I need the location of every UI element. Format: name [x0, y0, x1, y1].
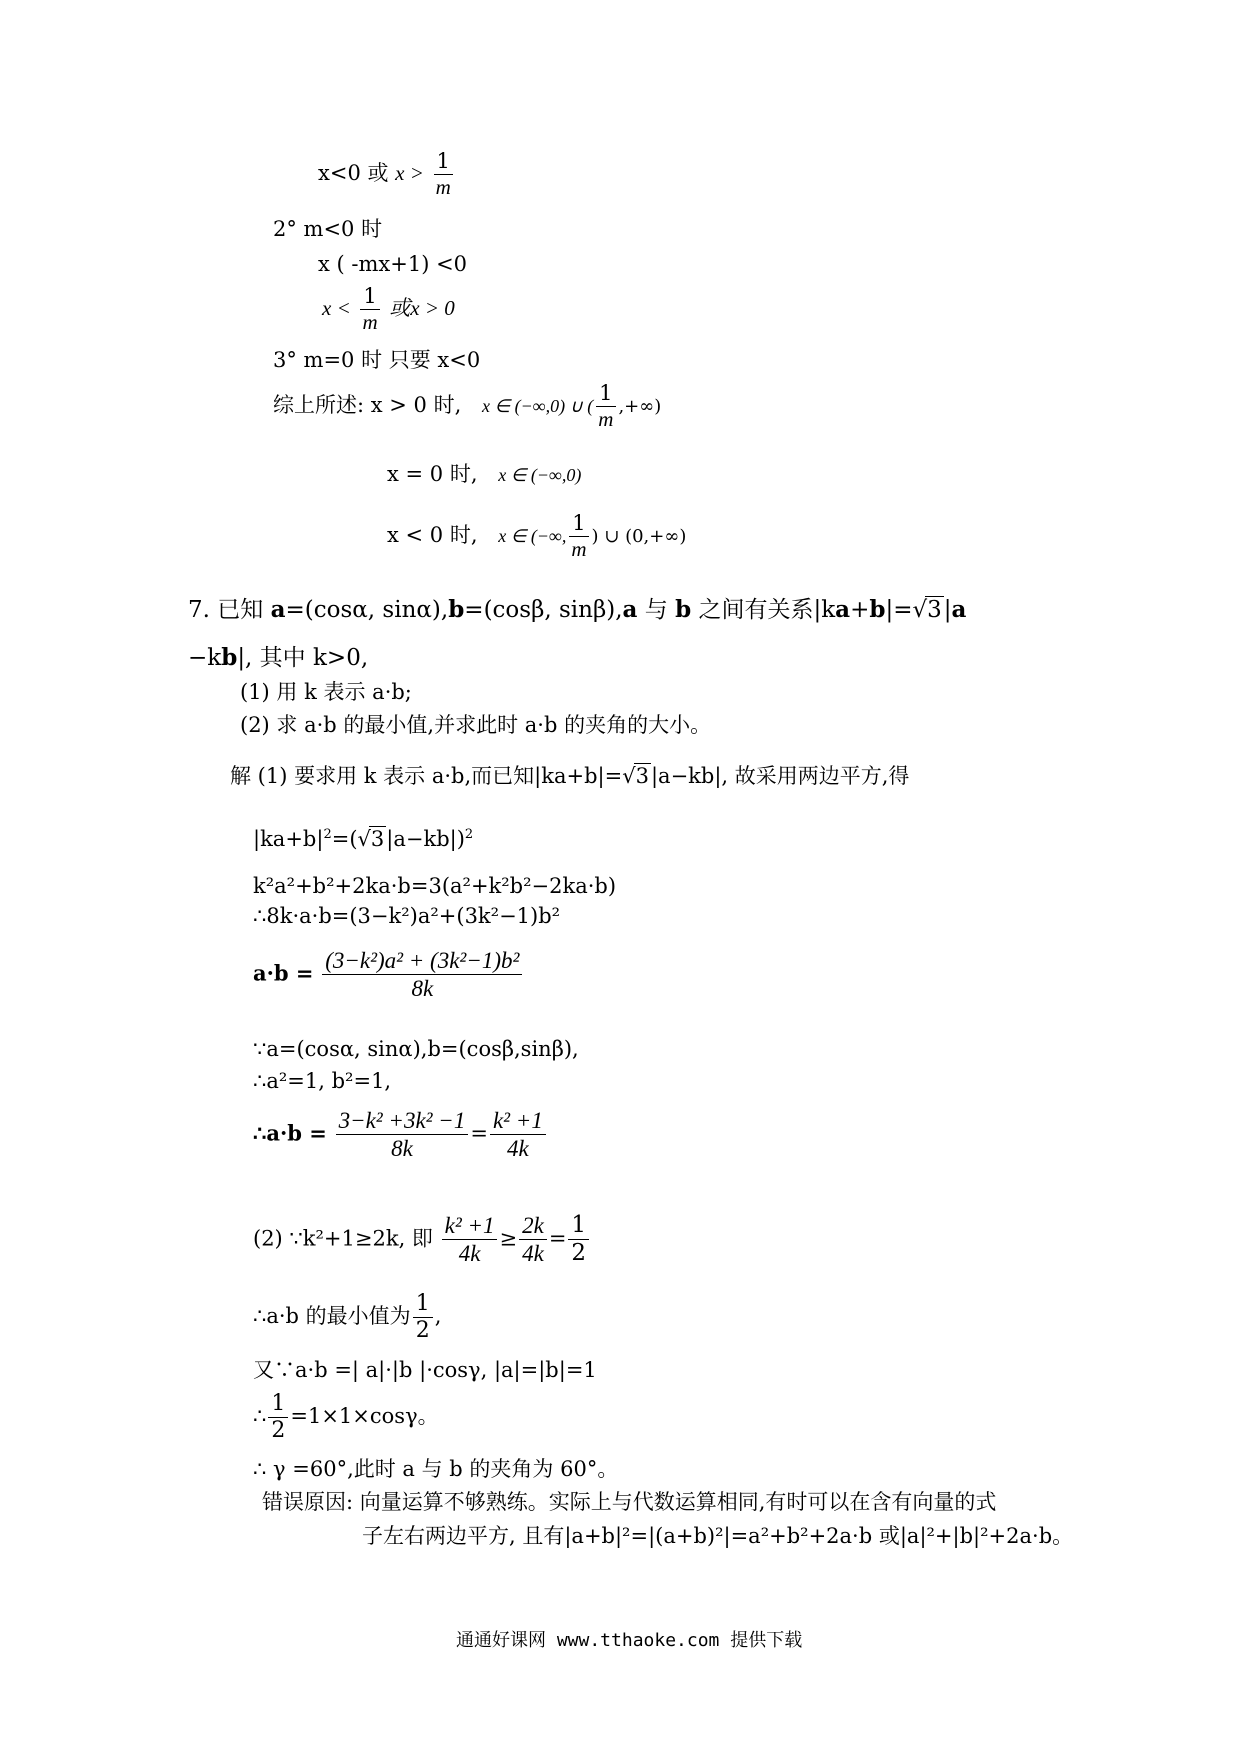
- step-5: ∵a=(cosα, sinα),b=(cosβ,sinβ),: [253, 1037, 579, 1061]
- step-3: ∴8k·a·b=(3−k²)a²+(3k²−1)b²: [253, 904, 561, 928]
- step-9: ∴a·b 的最小值为 $\frac{1}{2}$ ,: [253, 1291, 442, 1344]
- fraction: $\frac{1}{2}$: [413, 1292, 433, 1343]
- case2-heading: 2° m<0 时: [273, 217, 383, 241]
- case1-result: x<0 或 x > $\frac{1}{m}$: [318, 150, 456, 199]
- case2-result: x < $\frac{1}{m}$ 或x > 0: [322, 284, 455, 335]
- step-6: ∴a²=1, b²=1,: [253, 1069, 392, 1093]
- summary-line-1: 综上所述: x > 0 时, x ∈ (−∞,0) ∪ ( $\frac{1}{m}$ ,+∞): [273, 381, 662, 432]
- fraction: $\frac{1}{m}$: [568, 512, 589, 561]
- fraction: $\frac{\text{3−k² +3k² −1}}{8k}$: [336, 1108, 469, 1162]
- solution-intro: 解 (1) 要求用 k 表示 a·b,而已知|ka+b|=√3|a−kb|, 故采用两边平方,得: [230, 764, 910, 788]
- page-footer: 通通好课网 www.tthaoke.com 提供下载: [456, 1630, 803, 1651]
- step-4: a·b = $\frac{\text{(3−k²)a² + (3k²−1)b²}}{8k}$: [253, 948, 524, 1002]
- step-2: k²a²+b²+2ka·b=3(a²+k²b²−2ka·b): [253, 874, 617, 898]
- summary-line-2: x = 0 时, x ∈ (−∞,0): [387, 462, 582, 486]
- error-reason-line-1: 错误原因: 向量运算不够熟练。实际上与代数运算相同,有时可以在含有向量的式: [262, 1490, 997, 1514]
- question-2: (2) 求 a·b 的最小值,并求此时 a·b 的夹角的大小。: [240, 713, 712, 737]
- step-10: 又∵a·b =| a|·|b |·cosγ, |a|=|b|=1: [253, 1358, 597, 1382]
- case2-inequality: x ( -mx+1) <0: [318, 252, 468, 276]
- step-7: ∴a·b = $\frac{\text{3−k² +3k² −1}}{8k}$ = $\frac{\text{k² +1}}{4k}$: [253, 1108, 548, 1162]
- fraction: $\frac{\text{k² +1}}{4k}$: [442, 1213, 498, 1267]
- summary-line-3: x < 0 时, x ∈ (−∞, $\frac{1}{m}$ ) ∪ (0,+∞): [387, 511, 687, 562]
- case3-line: 3° m=0 时 只要 x<0: [273, 348, 481, 372]
- step-8: (2) ∵k²+1≥2k, 即 $\frac{\text{k² +1}}{4k}$ ≥ $\frac{2k}{4k}$ = $\frac{1}{2}$: [253, 1213, 591, 1267]
- step-11: ∴ $\frac{1}{2}$ =1×1×cosγ。: [253, 1391, 439, 1444]
- fraction: $\frac{\text{k² +1}}{4k}$: [490, 1108, 546, 1162]
- question-1: (1) 用 k 表示 a·b;: [240, 680, 412, 704]
- fraction: $\frac{\text{(3−k²)a² + (3k²−1)b²}}{8k}$: [322, 948, 522, 1002]
- fraction: $\frac{1}{2}$: [268, 1392, 288, 1443]
- step-12: ∴ γ =60°,此时 a 与 b 的夹角为 60°。: [253, 1457, 619, 1481]
- step-1: $|ka+b|^2=(√3|a-kb|)^2$: [253, 827, 474, 851]
- fraction: $\frac{1}{2}$: [568, 1213, 589, 1267]
- fraction: $\frac{2k}{4k}$: [519, 1213, 547, 1267]
- fraction: $\frac{1}{m}$: [595, 382, 616, 431]
- problem-7-line-1: 7. 已知 a=(cosα, sinα),b=(cosβ, sinβ),a 与 b 之间有关系|ka+b|=√3|a: [188, 596, 967, 623]
- fraction: $\frac{1}{m}$: [433, 150, 454, 199]
- problem-7-line-2: −kb|, 其中 k>0,: [188, 644, 369, 671]
- fraction: $\frac{1}{m}$: [359, 285, 380, 334]
- error-reason-line-2: 子左右两边平方, 且有|a+b|²=|(a+b)²|=a²+b²+2a·b 或|a|²+|b|²+2a·b。: [362, 1524, 1074, 1548]
